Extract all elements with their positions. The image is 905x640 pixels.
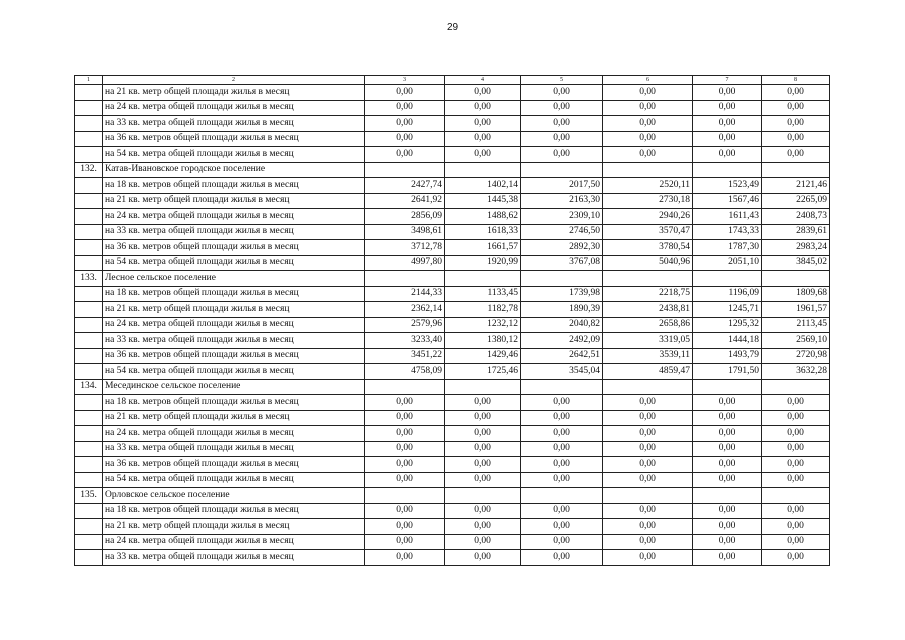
table-row bbox=[75, 240, 830, 256]
row-label: на 24 кв. метра общей площади жилья в месяц bbox=[103, 426, 365, 442]
value-cell-col8: 2569,10 bbox=[762, 333, 830, 349]
row-number bbox=[75, 348, 103, 364]
value-cell-col5: 2309,10 bbox=[521, 209, 603, 225]
value-cell-col8: 2983,24 bbox=[762, 240, 830, 256]
table-row bbox=[75, 100, 830, 116]
row-label: на 54 кв. метра общей площади жилья в месяц bbox=[103, 147, 365, 163]
value-cell-col5: 2892,30 bbox=[521, 240, 603, 256]
value-cell-col7: 0,00 bbox=[693, 100, 762, 116]
row-number bbox=[75, 550, 103, 566]
row-label: на 33 кв. метра общей площади жилья в месяц bbox=[103, 333, 365, 349]
value-cell-col4: 1380,12 bbox=[445, 333, 521, 349]
value-cell-col5: 1739,98 bbox=[521, 286, 603, 302]
value-cell-col5: 0,00 bbox=[521, 100, 603, 116]
value-cell-col3: 0,00 bbox=[365, 395, 445, 411]
row-label: на 21 кв. метр общей площади жилья в месяц bbox=[103, 193, 365, 209]
value-cell-col3: 0,00 bbox=[365, 426, 445, 442]
value-cell-col8: 0,00 bbox=[762, 519, 830, 535]
value-cell-col8: 0,00 bbox=[762, 441, 830, 457]
value-cell-col4: 1618,33 bbox=[445, 224, 521, 240]
column-number-8: 8 bbox=[762, 76, 830, 85]
value-cell-col4: 0,00 bbox=[445, 441, 521, 457]
value-cell-col6: 2218,75 bbox=[603, 286, 693, 302]
row-label: на 54 кв. метра общей площади жилья в месяц bbox=[103, 364, 365, 380]
value-cell-col4: 1133,45 bbox=[445, 286, 521, 302]
value-cell-col6: 0,00 bbox=[603, 441, 693, 457]
row-number bbox=[75, 302, 103, 318]
row-number bbox=[75, 131, 103, 147]
value-cell-col7: 0,00 bbox=[693, 519, 762, 535]
value-cell-col8: 2720,98 bbox=[762, 348, 830, 364]
value-cell-col3: 0,00 bbox=[365, 147, 445, 163]
row-label: на 21 кв. метр общей площади жилья в месяц bbox=[103, 410, 365, 426]
value-cell-col7: 0,00 bbox=[693, 550, 762, 566]
row-number bbox=[75, 395, 103, 411]
value-cell-col5: 3545,04 bbox=[521, 364, 603, 380]
value-cell-col6: 4859,47 bbox=[603, 364, 693, 380]
table-row bbox=[75, 302, 830, 318]
value-cell-col6: 0,00 bbox=[603, 131, 693, 147]
table-row bbox=[75, 131, 830, 147]
value-cell-col6: 0,00 bbox=[603, 503, 693, 519]
row-label: на 24 кв. метра общей площади жилья в месяц bbox=[103, 209, 365, 225]
column-number-6: 6 bbox=[603, 76, 693, 85]
value-cell-col3: 3451,22 bbox=[365, 348, 445, 364]
row-number bbox=[75, 534, 103, 550]
value-cell-col4: 0,00 bbox=[445, 503, 521, 519]
row-number bbox=[75, 317, 103, 333]
value-cell-col8: 1809,68 bbox=[762, 286, 830, 302]
value-cell-col5: 0,00 bbox=[521, 395, 603, 411]
value-cell-col7: 0,00 bbox=[693, 147, 762, 163]
value-cell-col5: 0,00 bbox=[521, 519, 603, 535]
row-label: на 36 кв. метров общей площади жилья в месяц bbox=[103, 240, 365, 256]
value-cell-col5: 2642,51 bbox=[521, 348, 603, 364]
value-cell-col8: 3845,02 bbox=[762, 255, 830, 271]
value-cell-col4: 0,00 bbox=[445, 131, 521, 147]
row-number bbox=[75, 519, 103, 535]
row-number bbox=[75, 364, 103, 380]
value-cell-col7: 0,00 bbox=[693, 116, 762, 132]
row-number bbox=[75, 147, 103, 163]
value-cell-col3: 0,00 bbox=[365, 534, 445, 550]
value-cell-col8: 3632,28 bbox=[762, 364, 830, 380]
section-row bbox=[75, 162, 830, 178]
row-number bbox=[75, 286, 103, 302]
value-cell-col7: 0,00 bbox=[693, 410, 762, 426]
table-row bbox=[75, 286, 830, 302]
value-cell-col3: 0,00 bbox=[365, 131, 445, 147]
value-cell-col4: 1429,46 bbox=[445, 348, 521, 364]
value-cell-col8: 0,00 bbox=[762, 131, 830, 147]
value-cell-col5: 3767,08 bbox=[521, 255, 603, 271]
row-number bbox=[75, 224, 103, 240]
value-cell-col3: 3712,78 bbox=[365, 240, 445, 256]
column-number-3: 3 bbox=[365, 76, 445, 85]
value-cell-col5: 0,00 bbox=[521, 550, 603, 566]
value-cell-col6 bbox=[603, 488, 693, 504]
section-row bbox=[75, 271, 830, 287]
value-cell-col7: 0,00 bbox=[693, 457, 762, 473]
value-cell-col5: 0,00 bbox=[521, 131, 603, 147]
value-cell-col4: 0,00 bbox=[445, 457, 521, 473]
row-number: 134. bbox=[75, 379, 103, 395]
value-cell-col5: 0,00 bbox=[521, 503, 603, 519]
value-cell-col3: 0,00 bbox=[365, 410, 445, 426]
value-cell-col5: 0,00 bbox=[521, 116, 603, 132]
value-cell-col6 bbox=[603, 379, 693, 395]
settlement-name: Лесное сельское поселение bbox=[103, 271, 365, 287]
value-cell-col7: 1791,50 bbox=[693, 364, 762, 380]
row-label: на 24 кв. метра общей площади жилья в месяц bbox=[103, 317, 365, 333]
value-cell-col7: 1523,49 bbox=[693, 178, 762, 194]
row-label: на 18 кв. метров общей площади жилья в месяц bbox=[103, 178, 365, 194]
value-cell-col6: 2658,86 bbox=[603, 317, 693, 333]
table-row bbox=[75, 426, 830, 442]
table-row bbox=[75, 224, 830, 240]
value-cell-col7: 1493,79 bbox=[693, 348, 762, 364]
value-cell-col5: 0,00 bbox=[521, 457, 603, 473]
row-label: на 36 кв. метров общей площади жилья в месяц bbox=[103, 457, 365, 473]
value-cell-col8 bbox=[762, 271, 830, 287]
value-cell-col7: 0,00 bbox=[693, 503, 762, 519]
row-number: 133. bbox=[75, 271, 103, 287]
table-row bbox=[75, 472, 830, 488]
value-cell-col8: 0,00 bbox=[762, 534, 830, 550]
value-cell-col4: 0,00 bbox=[445, 519, 521, 535]
row-number bbox=[75, 100, 103, 116]
value-cell-col3: 0,00 bbox=[365, 85, 445, 101]
value-cell-col5 bbox=[521, 379, 603, 395]
value-cell-col3: 2641,92 bbox=[365, 193, 445, 209]
table-row bbox=[75, 395, 830, 411]
value-cell-col7: 1295,32 bbox=[693, 317, 762, 333]
value-cell-col7: 0,00 bbox=[693, 395, 762, 411]
value-cell-col6: 0,00 bbox=[603, 147, 693, 163]
value-cell-col6: 0,00 bbox=[603, 550, 693, 566]
value-cell-col7: 0,00 bbox=[693, 472, 762, 488]
row-label: на 54 кв. метра общей площади жилья в месяц bbox=[103, 472, 365, 488]
value-cell-col3: 2579,96 bbox=[365, 317, 445, 333]
value-cell-col5: 2746,50 bbox=[521, 224, 603, 240]
row-number bbox=[75, 457, 103, 473]
table-row bbox=[75, 441, 830, 457]
row-number bbox=[75, 255, 103, 271]
value-cell-col8: 0,00 bbox=[762, 395, 830, 411]
table-row bbox=[75, 178, 830, 194]
value-cell-col5: 2017,50 bbox=[521, 178, 603, 194]
column-number-5: 5 bbox=[521, 76, 603, 85]
value-cell-col6: 0,00 bbox=[603, 100, 693, 116]
value-cell-col7 bbox=[693, 162, 762, 178]
value-cell-col7: 0,00 bbox=[693, 131, 762, 147]
value-cell-col6: 5040,96 bbox=[603, 255, 693, 271]
value-cell-col5: 0,00 bbox=[521, 534, 603, 550]
row-label: на 36 кв. метров общей площади жилья в месяц bbox=[103, 131, 365, 147]
value-cell-col8 bbox=[762, 488, 830, 504]
value-cell-col4: 1920,99 bbox=[445, 255, 521, 271]
value-cell-col8: 0,00 bbox=[762, 116, 830, 132]
value-cell-col7: 0,00 bbox=[693, 85, 762, 101]
row-label: на 21 кв. метр общей площади жилья в месяц bbox=[103, 519, 365, 535]
page-number: 29 bbox=[446, 22, 459, 33]
value-cell-col3: 0,00 bbox=[365, 503, 445, 519]
value-cell-col8: 0,00 bbox=[762, 147, 830, 163]
value-cell-col7: 1196,09 bbox=[693, 286, 762, 302]
value-cell-col3: 2362,14 bbox=[365, 302, 445, 318]
value-cell-col8: 2113,45 bbox=[762, 317, 830, 333]
table-row bbox=[75, 534, 830, 550]
column-number-7: 7 bbox=[693, 76, 762, 85]
value-cell-col8: 2265,09 bbox=[762, 193, 830, 209]
value-cell-col3: 4758,09 bbox=[365, 364, 445, 380]
value-cell-col8 bbox=[762, 162, 830, 178]
settlement-name: Катав-Ивановское городское поселение bbox=[103, 162, 365, 178]
value-cell-col3: 3498,61 bbox=[365, 224, 445, 240]
value-cell-col4: 1232,12 bbox=[445, 317, 521, 333]
value-cell-col7: 1567,46 bbox=[693, 193, 762, 209]
value-cell-col5: 0,00 bbox=[521, 472, 603, 488]
value-cell-col5: 0,00 bbox=[521, 85, 603, 101]
value-cell-col6: 2520,11 bbox=[603, 178, 693, 194]
column-number-header bbox=[75, 76, 830, 85]
value-cell-col6: 0,00 bbox=[603, 395, 693, 411]
value-cell-col8: 0,00 bbox=[762, 550, 830, 566]
table-row bbox=[75, 209, 830, 225]
row-label: на 33 кв. метра общей площади жилья в месяц bbox=[103, 224, 365, 240]
value-cell-col3: 0,00 bbox=[365, 100, 445, 116]
value-cell-col5: 0,00 bbox=[521, 441, 603, 457]
value-cell-col7 bbox=[693, 379, 762, 395]
value-cell-col4: 0,00 bbox=[445, 550, 521, 566]
value-cell-col3 bbox=[365, 379, 445, 395]
value-cell-col8: 2408,73 bbox=[762, 209, 830, 225]
value-cell-col8: 0,00 bbox=[762, 410, 830, 426]
value-cell-col3 bbox=[365, 488, 445, 504]
settlement-name: Орловское сельское поселение bbox=[103, 488, 365, 504]
section-row bbox=[75, 379, 830, 395]
row-number bbox=[75, 193, 103, 209]
value-cell-col4: 0,00 bbox=[445, 85, 521, 101]
value-cell-col4: 0,00 bbox=[445, 472, 521, 488]
value-cell-col6: 3780,54 bbox=[603, 240, 693, 256]
table-row bbox=[75, 193, 830, 209]
table-row bbox=[75, 503, 830, 519]
value-cell-col8: 0,00 bbox=[762, 100, 830, 116]
value-cell-col4 bbox=[445, 379, 521, 395]
value-cell-col6: 3570,47 bbox=[603, 224, 693, 240]
value-cell-col3 bbox=[365, 162, 445, 178]
value-cell-col7: 1787,30 bbox=[693, 240, 762, 256]
value-cell-col8: 0,00 bbox=[762, 426, 830, 442]
value-cell-col4: 0,00 bbox=[445, 410, 521, 426]
row-number: 135. bbox=[75, 488, 103, 504]
value-cell-col5: 0,00 bbox=[521, 147, 603, 163]
value-cell-col6: 0,00 bbox=[603, 534, 693, 550]
table-row bbox=[75, 364, 830, 380]
value-cell-col3: 2427,74 bbox=[365, 178, 445, 194]
row-number bbox=[75, 240, 103, 256]
value-cell-col6: 2438,81 bbox=[603, 302, 693, 318]
row-number bbox=[75, 426, 103, 442]
row-label: на 21 кв. метр общей площади жилья в месяц bbox=[103, 85, 365, 101]
value-cell-col7 bbox=[693, 488, 762, 504]
row-number bbox=[75, 116, 103, 132]
value-cell-col4: 0,00 bbox=[445, 426, 521, 442]
value-cell-col4: 1445,38 bbox=[445, 193, 521, 209]
value-cell-col4: 0,00 bbox=[445, 116, 521, 132]
table-row bbox=[75, 550, 830, 566]
value-cell-col4: 1725,46 bbox=[445, 364, 521, 380]
column-number-1: 1 bbox=[75, 76, 103, 85]
row-number bbox=[75, 85, 103, 101]
value-cell-col4 bbox=[445, 488, 521, 504]
value-cell-col4: 0,00 bbox=[445, 395, 521, 411]
value-cell-col3: 0,00 bbox=[365, 519, 445, 535]
value-cell-col6: 3319,05 bbox=[603, 333, 693, 349]
value-cell-col5: 2492,09 bbox=[521, 333, 603, 349]
row-label: на 24 кв. метра общей площади жилья в месяц bbox=[103, 100, 365, 116]
value-cell-col5 bbox=[521, 488, 603, 504]
value-cell-col4: 0,00 bbox=[445, 534, 521, 550]
row-number bbox=[75, 503, 103, 519]
value-cell-col4: 1488,62 bbox=[445, 209, 521, 225]
table-row bbox=[75, 348, 830, 364]
value-cell-col8 bbox=[762, 379, 830, 395]
table-row bbox=[75, 147, 830, 163]
row-label: на 36 кв. метров общей площади жилья в месяц bbox=[103, 348, 365, 364]
value-cell-col6: 0,00 bbox=[603, 426, 693, 442]
row-number bbox=[75, 410, 103, 426]
table-row bbox=[75, 519, 830, 535]
row-label: на 18 кв. метров общей площади жилья в месяц bbox=[103, 503, 365, 519]
value-cell-col3: 0,00 bbox=[365, 457, 445, 473]
value-cell-col4: 0,00 bbox=[445, 100, 521, 116]
value-cell-col6: 2730,18 bbox=[603, 193, 693, 209]
value-cell-col4: 1182,78 bbox=[445, 302, 521, 318]
value-cell-col7: 0,00 bbox=[693, 426, 762, 442]
value-cell-col8: 2839,61 bbox=[762, 224, 830, 240]
table-row bbox=[75, 255, 830, 271]
table-row bbox=[75, 317, 830, 333]
row-label: на 21 кв. метр общей площади жилья в месяц bbox=[103, 302, 365, 318]
row-label: на 33 кв. метра общей площади жилья в месяц bbox=[103, 441, 365, 457]
row-label: на 24 кв. метра общей площади жилья в месяц bbox=[103, 534, 365, 550]
row-label: на 33 кв. метра общей площади жилья в месяц bbox=[103, 116, 365, 132]
value-cell-col8: 0,00 bbox=[762, 503, 830, 519]
row-number bbox=[75, 333, 103, 349]
value-cell-col3: 3233,40 bbox=[365, 333, 445, 349]
settlement-name: Месединское сельское поселение bbox=[103, 379, 365, 395]
value-cell-col6 bbox=[603, 271, 693, 287]
value-cell-col7: 1743,33 bbox=[693, 224, 762, 240]
value-cell-col3: 4997,80 bbox=[365, 255, 445, 271]
value-cell-col4: 1402,14 bbox=[445, 178, 521, 194]
column-number-4: 4 bbox=[445, 76, 521, 85]
value-cell-col3: 2144,33 bbox=[365, 286, 445, 302]
value-cell-col7: 1245,71 bbox=[693, 302, 762, 318]
value-cell-col6: 3539,11 bbox=[603, 348, 693, 364]
value-cell-col3: 0,00 bbox=[365, 441, 445, 457]
value-cell-col6: 0,00 bbox=[603, 457, 693, 473]
table-row bbox=[75, 116, 830, 132]
value-cell-col5: 2163,30 bbox=[521, 193, 603, 209]
value-cell-col8: 0,00 bbox=[762, 472, 830, 488]
value-cell-col3: 0,00 bbox=[365, 472, 445, 488]
value-cell-col6: 0,00 bbox=[603, 410, 693, 426]
row-number bbox=[75, 209, 103, 225]
value-cell-col3: 0,00 bbox=[365, 116, 445, 132]
section-row bbox=[75, 488, 830, 504]
value-cell-col4 bbox=[445, 271, 521, 287]
row-label: на 18 кв. метров общей площади жилья в месяц bbox=[103, 286, 365, 302]
row-number bbox=[75, 441, 103, 457]
tariff-table bbox=[74, 75, 830, 566]
value-cell-col8: 0,00 bbox=[762, 85, 830, 101]
table-row bbox=[75, 410, 830, 426]
value-cell-col6: 2940,26 bbox=[603, 209, 693, 225]
value-cell-col6: 0,00 bbox=[603, 85, 693, 101]
value-cell-col5: 0,00 bbox=[521, 426, 603, 442]
value-cell-col4 bbox=[445, 162, 521, 178]
row-number bbox=[75, 472, 103, 488]
row-label: на 18 кв. метров общей площади жилья в месяц bbox=[103, 395, 365, 411]
value-cell-col7: 1611,43 bbox=[693, 209, 762, 225]
value-cell-col3: 2856,09 bbox=[365, 209, 445, 225]
table-row bbox=[75, 457, 830, 473]
value-cell-col3: 0,00 bbox=[365, 550, 445, 566]
value-cell-col7: 0,00 bbox=[693, 441, 762, 457]
value-cell-col5 bbox=[521, 162, 603, 178]
table-body bbox=[75, 85, 830, 566]
value-cell-col7: 2051,10 bbox=[693, 255, 762, 271]
value-cell-col5 bbox=[521, 271, 603, 287]
value-cell-col5: 1890,39 bbox=[521, 302, 603, 318]
table-row bbox=[75, 333, 830, 349]
row-number bbox=[75, 178, 103, 194]
value-cell-col6: 0,00 bbox=[603, 472, 693, 488]
value-cell-col5: 0,00 bbox=[521, 410, 603, 426]
value-cell-col8: 0,00 bbox=[762, 457, 830, 473]
value-cell-col4: 0,00 bbox=[445, 147, 521, 163]
value-cell-col5: 2040,82 bbox=[521, 317, 603, 333]
value-cell-col6: 0,00 bbox=[603, 519, 693, 535]
value-cell-col6 bbox=[603, 162, 693, 178]
column-number-2: 2 bbox=[103, 76, 365, 85]
value-cell-col3 bbox=[365, 271, 445, 287]
value-cell-col7: 0,00 bbox=[693, 534, 762, 550]
value-cell-col8: 2121,46 bbox=[762, 178, 830, 194]
row-label: на 54 кв. метра общей площади жилья в месяц bbox=[103, 255, 365, 271]
value-cell-col4: 1661,57 bbox=[445, 240, 521, 256]
table-row bbox=[75, 85, 830, 101]
value-cell-col8: 1961,57 bbox=[762, 302, 830, 318]
value-cell-col6: 0,00 bbox=[603, 116, 693, 132]
row-number: 132. bbox=[75, 162, 103, 178]
row-label: на 33 кв. метра общей площади жилья в месяц bbox=[103, 550, 365, 566]
value-cell-col7: 1444,18 bbox=[693, 333, 762, 349]
value-cell-col7 bbox=[693, 271, 762, 287]
